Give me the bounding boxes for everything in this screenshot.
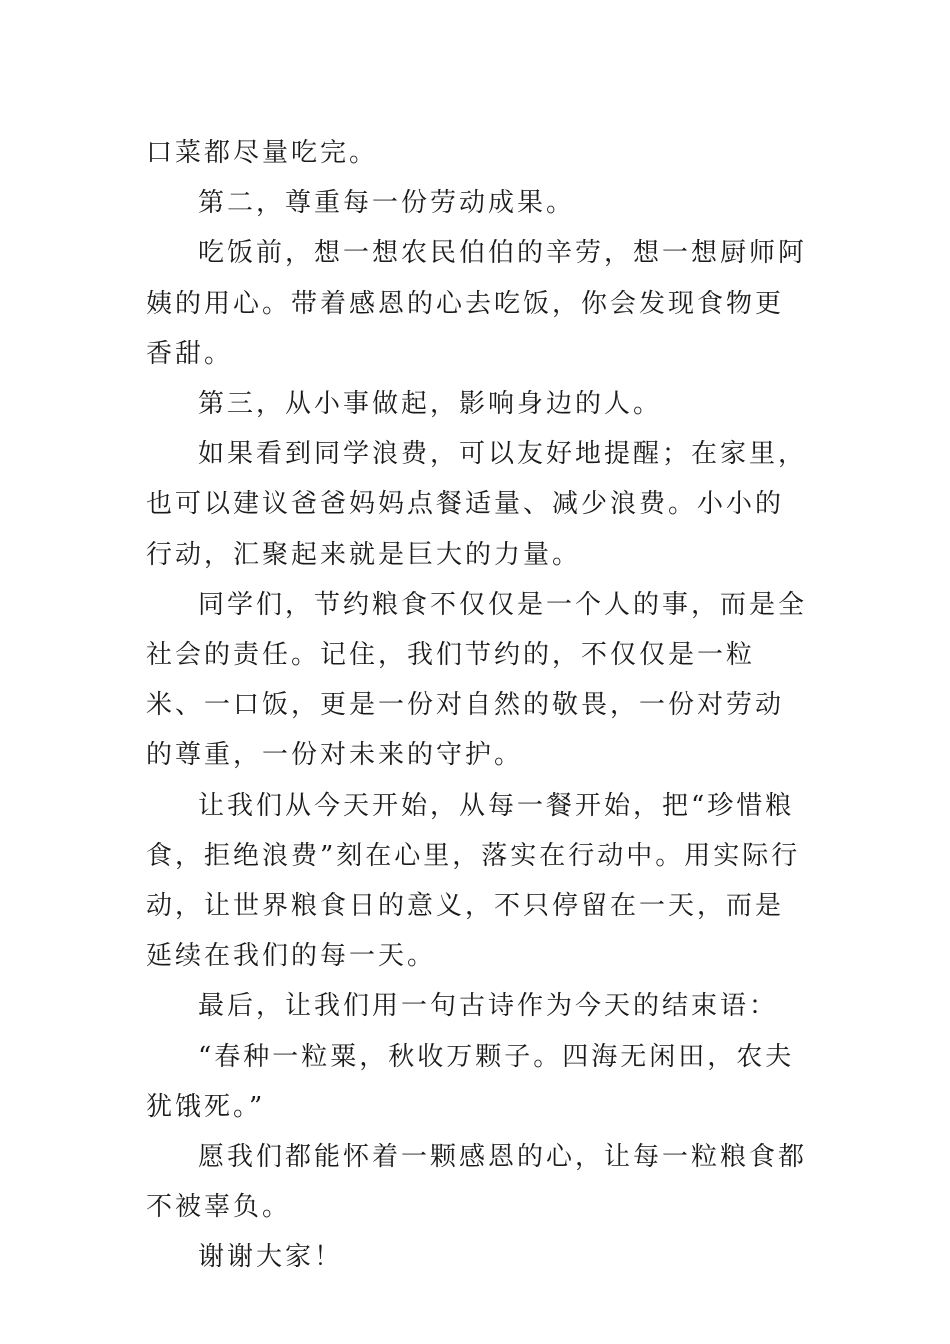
paragraph-2: 第二，尊重每一份劳动成果。 <box>198 188 576 219</box>
paragraph-11: 谢谢大家！ <box>198 1242 344 1273</box>
paragraph-4: 第三，从小事做起，影响身边的人。 <box>198 389 663 420</box>
paragraph-3: 吃饭前，想一想农民伯伯的辛劳，想一想厨师阿姨的用心。带着感恩的心去吃饭，你会发现食物更香甜。 <box>146 238 808 369</box>
document-body <box>146 128 810 1283</box>
paragraph-6: 同学们，节约粮食不仅仅是一个人的事，而是全社会的责任。记住，我们节约的，不仅仅是一粒米、一口饭，更是一份对自然的敬畏，一份对劳动的尊重，一份对未来的守护。 <box>146 589 808 771</box>
paragraph-9: “春种一粒粟，秋收万颗子。四海无闲田，农夫犹饿死。” <box>146 1041 795 1122</box>
paragraph-7: 让我们从今天开始，从每一餐开始，把“珍惜粮食，拒绝浪费”刻在心里，落实在行动中。用实际行动，让世界粮食日的意义，不只停留在一天，而是延续在我们的每一天。 <box>146 790 801 972</box>
paragraph-1: 口菜都尽量吃完。 <box>146 138 379 168</box>
paragraph-5: 如果看到同学浪费，可以友好地提醒；在家里，也可以建议爸爸妈妈点餐适量、减少浪费。小小的行动，汇聚起来就是巨大的力量。 <box>146 439 808 570</box>
paragraph-10: 愿我们都能怀着一颗感恩的心，让每一粒粮食都不被辜负。 <box>146 1142 808 1223</box>
paragraph-8: 最后，让我们用一句古诗作为今天的结束语： <box>198 991 779 1022</box>
